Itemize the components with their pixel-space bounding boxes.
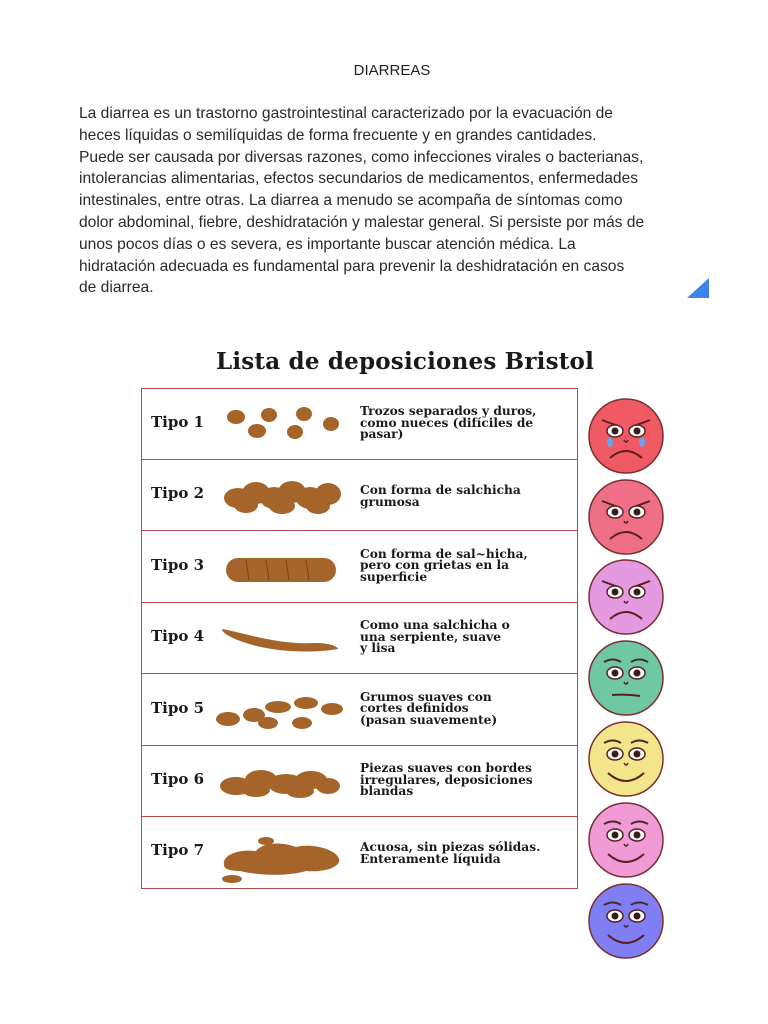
bristol-row-3 xyxy=(142,532,577,603)
page-corner-icon[interactable] xyxy=(687,278,709,298)
stool-type-2-icon xyxy=(216,464,346,528)
tipo-label: Tipo 2 xyxy=(151,484,205,503)
paragraph-line: dolor abdominal, fiebre, deshidratación y malestar general. Si persiste por más de xyxy=(79,213,645,231)
paragraph-line: Puede ser causada por diversas razones, como infecciones virales o bacterianas, xyxy=(79,148,644,166)
bristol-row-6 xyxy=(142,746,577,817)
description-line: Como una salchicha o xyxy=(360,618,510,633)
bristol-chart-image xyxy=(137,344,673,896)
bristol-row-2 xyxy=(142,460,577,531)
description-line: Con forma de salchicha xyxy=(360,483,521,498)
paragraph-line: La diarrea es un trastorno gastrointestinal caracterizado por la evacuación de xyxy=(79,105,613,122)
stool-type-4-icon xyxy=(216,607,346,671)
stool-type-7-icon xyxy=(216,821,346,885)
paragraph-line: de diarrea. xyxy=(79,279,154,297)
stool-type-3-icon xyxy=(216,536,346,600)
description-line: superficie xyxy=(360,569,428,584)
tipo-label: Tipo 6 xyxy=(151,770,205,788)
mood-face-5-icon xyxy=(586,719,666,799)
description-line: Grumos suaves con xyxy=(360,689,492,704)
description-line: Piezas suaves con bordes xyxy=(360,761,532,775)
description-line: grumosa xyxy=(360,494,420,509)
mood-face-3-icon xyxy=(586,557,666,637)
description-line: (pasan suavemente) xyxy=(360,712,498,727)
tipo-label: Tipo 3 xyxy=(151,555,205,574)
tipo-description xyxy=(360,546,570,584)
description-line: pasar) xyxy=(360,427,404,441)
tipo-description xyxy=(360,406,570,441)
paragraph-line: intestinales, entre otras. La diarrea a menudo se acompaña de síntomas como xyxy=(79,192,623,210)
description-line: pero con grietas en la xyxy=(360,558,510,573)
description-line: Acuosa, sin piezas sólidas. xyxy=(360,840,541,855)
bristol-row-4 xyxy=(142,603,577,674)
paragraph-line: unos pocos días o es severa, es importante buscar atención médica. La xyxy=(79,235,576,253)
tipo-label: Tipo 4 xyxy=(151,627,205,646)
mood-face-1-icon xyxy=(586,396,666,476)
description-line: y lisa xyxy=(360,641,396,656)
description-line: Con forma de sal~hicha, xyxy=(360,546,528,561)
mood-face-7-icon xyxy=(586,881,666,961)
mood-face-6-icon xyxy=(586,800,666,880)
bristol-row-1 xyxy=(142,389,577,460)
stool-type-5-icon xyxy=(216,679,346,743)
tipo-description xyxy=(360,689,570,727)
tipo-label: Tipo 7 xyxy=(151,841,205,860)
description-line: cortes definidos xyxy=(360,701,469,716)
description-line: Trozos separados y duros, xyxy=(360,404,537,418)
stool-type-6-icon xyxy=(216,750,346,814)
tipo-description xyxy=(360,842,570,865)
mood-face-4-icon xyxy=(586,638,666,718)
tipo-label: Tipo 1 xyxy=(151,413,205,431)
document-paragraph xyxy=(79,103,719,299)
tipo-description xyxy=(360,485,570,508)
document-title: DIARREAS xyxy=(353,62,431,79)
paragraph-line: hidratación adecuada es fundamental para prevenir la deshidratación en casos xyxy=(79,257,625,275)
stool-type-1-icon xyxy=(216,393,346,457)
tipo-label: Tipo 5 xyxy=(151,698,205,717)
description-line: irregulares, deposiciones xyxy=(360,772,533,787)
bristol-row-7 xyxy=(142,817,577,888)
tipo-description xyxy=(360,763,570,798)
description-line: blandas xyxy=(360,784,414,798)
description-line: como nueces (difíciles de xyxy=(360,415,534,430)
tipo-description xyxy=(360,620,570,655)
bristol-row-5 xyxy=(142,675,577,746)
paragraph-line: heces líquidas o semilíquidas de forma frecuente y en grandes cantidades. xyxy=(79,126,597,144)
description-line: una serpiente, suave xyxy=(360,629,501,644)
figure-title: Lista de deposiciones Bristol xyxy=(215,348,595,375)
paragraph-line: intolerancias alimentarias, efectos secundarios de medicamentos, enfermedades xyxy=(79,170,639,188)
mood-face-2-icon xyxy=(586,477,666,557)
description-line: Enteramente líquida xyxy=(360,851,501,866)
bristol-table xyxy=(141,388,578,889)
